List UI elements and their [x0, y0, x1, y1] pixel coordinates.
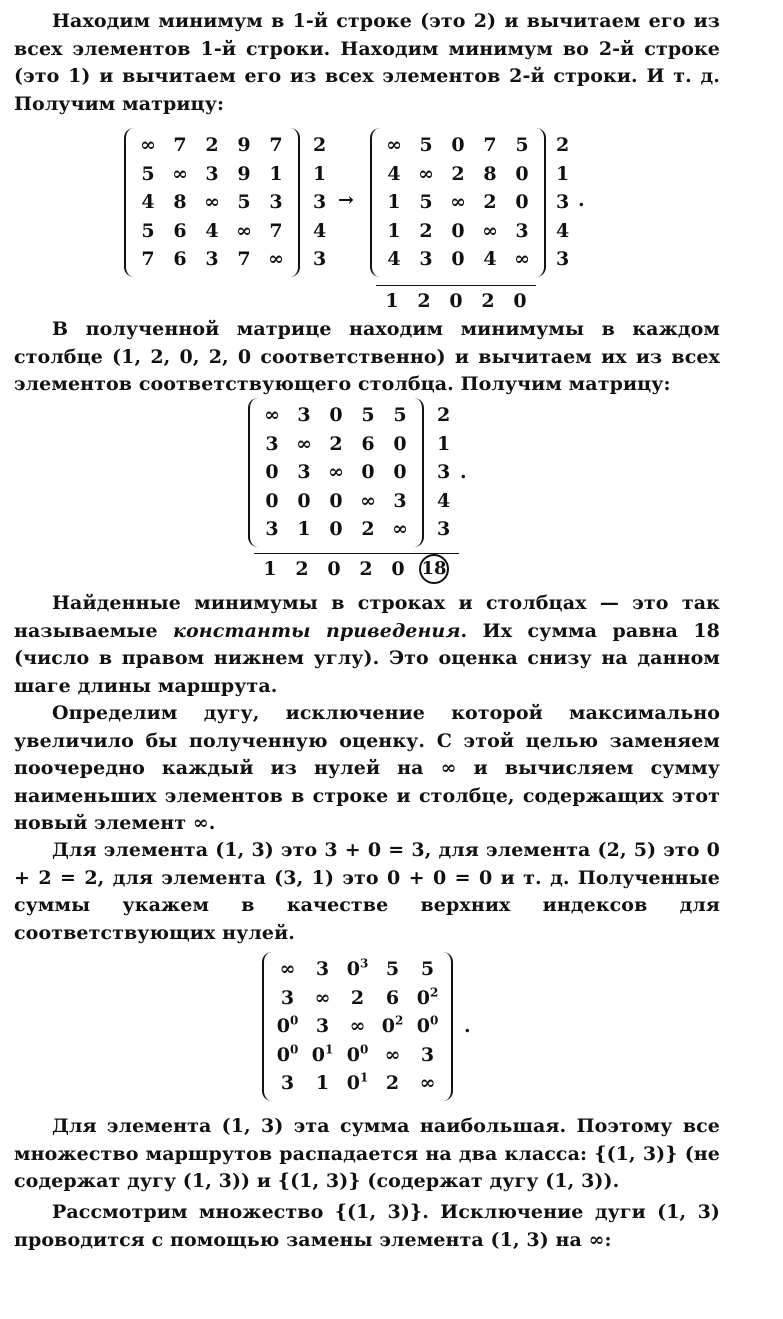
- matrix-cell: ∞: [236, 219, 252, 242]
- matrix-cell: $0^3$: [346, 956, 369, 981]
- matrix-cell: 5: [419, 191, 433, 214]
- matrix-row-reduced: [370, 128, 546, 277]
- matrix-cell: 8: [173, 191, 187, 214]
- col-min-value: 0: [449, 290, 463, 312]
- matrix-original-row-mins: [313, 131, 326, 274]
- matrix-cell: ∞: [360, 489, 376, 512]
- matrix-row: [270, 984, 445, 1013]
- col-min-value: 2: [295, 558, 309, 580]
- matrix-cell: 1: [387, 191, 401, 214]
- penalty-superscript: 2: [429, 985, 439, 1000]
- matrix-cell: ∞: [450, 191, 466, 214]
- matrix-cell: 6: [361, 432, 375, 455]
- matrix-row: [378, 217, 538, 246]
- matrix-cell: 2: [361, 518, 375, 541]
- matrix-cell: 5: [141, 219, 155, 242]
- matrix-cell: 7: [141, 248, 155, 271]
- matrix-cell: 5: [385, 958, 400, 981]
- col-min-value: 1: [263, 558, 277, 580]
- matrix-reduced: [248, 398, 424, 547]
- matrix-row: [256, 487, 416, 516]
- paragraph-route-split: Для элемента (1, 3) эта сумма наибольшая. Поэтому все множество маршрутов распадается на два класса: {(1, 3)} (не содержат дугу (1, 3)) и {(1, 3)} (содержат дугу (1, 3)).: [14, 1115, 720, 1192]
- matrix-row-reduced-period: .: [578, 189, 585, 211]
- row-min-value: 3: [556, 248, 570, 270]
- matrix-cell: 0: [451, 248, 465, 271]
- penalty-superscript: 3: [359, 956, 369, 971]
- matrix-cell: 9: [237, 162, 251, 185]
- row-min-value: 2: [437, 404, 451, 426]
- matrix-cell: 3: [265, 518, 279, 541]
- matrix-cell: 5: [420, 958, 435, 981]
- matrix-row: [378, 160, 538, 189]
- col-min-value: 2: [417, 290, 431, 312]
- matrix-reduced-row-mins: [437, 401, 450, 544]
- matrix-cell: 1: [269, 162, 283, 185]
- penalty-superscript: 2: [394, 1013, 404, 1028]
- matrix-reduced-table: [256, 401, 416, 544]
- matrix-row: [378, 131, 538, 160]
- paragraph-row-reduction: Находим минимум в 1-й строке (это 2) и вычитаем его из всех элементов 1-й строки. Находим минимум во 2-й строке (это 1) и вычитаем его из всех элементов 2-й строки. И т. д. Получим матрицу:: [14, 10, 720, 115]
- matrix-cell: 2: [419, 219, 433, 242]
- matrix-cell: 5: [419, 134, 433, 157]
- matrix-cell: $0^0$: [276, 1013, 299, 1038]
- reduction-total-circled: 18: [419, 554, 449, 584]
- matrix-cell: 3: [280, 986, 295, 1009]
- matrix-cell: ∞: [384, 1043, 401, 1066]
- matrix-cell: 3: [265, 432, 279, 455]
- matrix-row: [256, 401, 416, 430]
- matrix-row: [132, 160, 292, 189]
- penalty-superscript: 0: [359, 1042, 369, 1057]
- matrix-cell: 8: [483, 162, 497, 185]
- matrix-cell: 3: [205, 162, 219, 185]
- paragraph-element-sums: Для элемента (1, 3) это 3 + 0 = 3, для элемента (2, 5) это 0 + 2 = 2, для элемента (3, 1) это 0 + 0 = 0 и т. д. Полученные суммы укажем в качестве верхних индексов для соответствующих нулей.: [14, 839, 720, 944]
- matrix-cell: 3: [280, 1072, 295, 1095]
- matrix-cell: 2: [451, 162, 465, 185]
- row-min-value: 3: [437, 461, 451, 483]
- matrix-row: [270, 1069, 445, 1098]
- matrix-row: [270, 955, 445, 984]
- matrix-cell: 0: [451, 219, 465, 242]
- matrix-cell: 0: [329, 518, 343, 541]
- matrix-cell: ∞: [418, 162, 434, 185]
- matrix-cell: 0: [297, 489, 311, 512]
- matrix-cell: ∞: [296, 432, 312, 455]
- matrix-row-reduced-row-mins: [556, 131, 569, 274]
- row-min-value: 2: [313, 134, 327, 156]
- matrix-original: [124, 128, 300, 277]
- matrix-original-table: [132, 131, 292, 274]
- matrix-cell: 1: [315, 1072, 330, 1095]
- term-reduction-constants: константы приведения: [173, 619, 461, 642]
- matrix-row: [270, 1012, 445, 1041]
- matrix-cell: 1: [387, 219, 401, 242]
- matrix-cell: 0: [451, 134, 465, 157]
- matrix-cell: ∞: [392, 518, 408, 541]
- row-min-value: 4: [313, 219, 327, 242]
- matrix-cell: ∞: [268, 248, 284, 271]
- matrix-cell: 2: [385, 1072, 400, 1095]
- paragraph-column-reduction: В полученной матрице находим минимумы в каждом столбце (1, 2, 0, 2, 0 соответственно) и вычитаем их из всех элементов соответствующего столбца. Получим матрицу:: [14, 318, 720, 395]
- matrix-cell: ∞: [482, 219, 498, 242]
- matrix-cell: $0^0$: [276, 1042, 299, 1066]
- matrix-cell: ∞: [419, 1072, 436, 1095]
- matrix-cell: 7: [269, 219, 283, 242]
- matrix-cell: 3: [515, 219, 529, 242]
- matrix-cell: $0^2$: [381, 1013, 404, 1038]
- col-min-value: 0: [513, 290, 527, 312]
- col-min-value: 2: [359, 558, 373, 580]
- matrix-cell: 7: [483, 134, 497, 157]
- matrix-row: [378, 245, 538, 274]
- row-min-value: 4: [437, 489, 451, 512]
- row-min-value: 2: [556, 134, 570, 156]
- matrix-cell: ∞: [172, 162, 188, 185]
- matrix-cell: 0: [393, 461, 407, 484]
- matrix-cell: 7: [237, 248, 251, 271]
- matrix-cell: ∞: [204, 191, 220, 214]
- matrix-cell: 5: [237, 191, 251, 214]
- penalty-superscript: 1: [324, 1042, 334, 1057]
- matrix-row-reduced-table: [378, 131, 538, 274]
- matrix-cell: $0^0$: [346, 1042, 369, 1066]
- matrix-cell: 6: [385, 986, 400, 1009]
- matrix-cell: ∞: [328, 461, 344, 484]
- transform-arrow: →: [338, 189, 354, 211]
- matrix-cell: 6: [173, 248, 187, 271]
- matrix-cell: 0: [265, 461, 279, 484]
- matrix-cell: 5: [361, 404, 375, 427]
- matrix-cell: 0: [515, 162, 529, 185]
- matrix-row: [256, 430, 416, 459]
- matrix-cell: 0: [329, 489, 343, 512]
- matrix-cell: ∞: [264, 404, 280, 427]
- matrix-cell: 0: [361, 461, 375, 484]
- matrix-cell: 1: [297, 518, 311, 541]
- matrix-cell: 3: [205, 248, 219, 271]
- matrix-cell: ∞: [514, 248, 530, 271]
- row-min-value: 3: [313, 248, 327, 270]
- matrix-cell: 3: [315, 1015, 330, 1038]
- matrix-row: [132, 217, 292, 246]
- matrix-cell: 0: [329, 404, 343, 427]
- matrix-cell: 0: [515, 191, 529, 214]
- paragraph-reduction-constants: Найденные минимумы в строках и столбцах — это так называемые константы приведения. Их сумма равна 18 (число в правом нижнем углу). Это оценка снизу на данном шаге длины маршрута.: [14, 592, 720, 697]
- matrix-cell: 5: [141, 162, 155, 185]
- matrix-cell: 2: [205, 134, 219, 157]
- matrix-cell: 3: [419, 248, 433, 271]
- col-min-value: 0: [327, 558, 341, 580]
- matrix-cell: $0^2$: [416, 985, 439, 1009]
- col-min-value: 2: [481, 290, 495, 312]
- row-min-value: 3: [437, 518, 451, 540]
- row-min-value: 1: [313, 162, 327, 185]
- matrix-cell: $0^1$: [346, 1070, 369, 1095]
- row-min-value: 3: [556, 191, 570, 213]
- matrix-cell: 3: [297, 461, 311, 484]
- matrix-row: [132, 245, 292, 274]
- col-min-value: 0: [391, 558, 405, 580]
- matrix-cell: ∞: [140, 134, 156, 157]
- matrix-zero-penalties-period: .: [464, 1015, 471, 1037]
- matrix-cell: 2: [350, 986, 365, 1009]
- matrix-row: [378, 188, 538, 217]
- matrix-cell: 3: [393, 489, 407, 512]
- matrix-cell: 4: [387, 248, 401, 271]
- matrix-zero-penalties-table: [270, 955, 445, 1098]
- row-min-value: 4: [556, 219, 570, 242]
- paragraph-arc-selection: Определим дугу, исключение которой максимально увеличило бы полученную оценку. С этой целью заменяем поочередно каждый из нулей на ∞ и вычисляем сумму наименьших элементов в строке и столбце, содержащих этот новый элемент ∞.: [14, 702, 720, 834]
- row-min-value: 1: [437, 432, 451, 455]
- reduction-total-cell: [414, 554, 454, 584]
- matrix-cell: 3: [269, 191, 283, 214]
- matrix-cell: 2: [329, 432, 343, 455]
- col-min-value: 1: [385, 290, 399, 312]
- matrix-cell: 2: [483, 191, 497, 214]
- matrix-row: [132, 188, 292, 217]
- matrix-cell: 3: [297, 404, 311, 427]
- matrix-cell: 4: [205, 219, 219, 242]
- matrix-cell: ∞: [349, 1015, 366, 1038]
- matrix-row: [132, 131, 292, 160]
- matrix-cell: $0^1$: [311, 1042, 334, 1066]
- matrix-cell: 3: [315, 958, 330, 981]
- penalty-superscript: 0: [289, 1013, 299, 1028]
- matrix-cell: 4: [141, 191, 155, 214]
- matrix-cell: 6: [173, 219, 187, 242]
- matrix-row: [270, 1041, 445, 1070]
- matrix-cell: ∞: [314, 986, 331, 1009]
- row-min-value: 1: [556, 162, 570, 185]
- matrix-cell: ∞: [386, 134, 402, 157]
- matrix-reduced-period: .: [460, 461, 467, 483]
- matrix-row-reduced-col-mins: [376, 285, 536, 316]
- matrix-cell: ∞: [279, 958, 296, 981]
- matrix-reduced-col-mins: [254, 553, 459, 584]
- matrix-zero-penalties: [262, 952, 453, 1101]
- matrix-row: [256, 515, 416, 544]
- matrix-cell: 5: [393, 404, 407, 427]
- matrix-cell: 4: [483, 248, 497, 271]
- matrix-cell: 9: [237, 134, 251, 157]
- penalty-superscript: 0: [429, 1013, 439, 1028]
- penalty-superscript: 1: [359, 1070, 369, 1085]
- matrix-cell: 0: [393, 432, 407, 455]
- matrix-cell: 4: [387, 162, 401, 185]
- penalty-superscript: 0: [289, 1042, 299, 1057]
- row-min-value: 3: [313, 191, 327, 213]
- matrix-cell: 7: [269, 134, 283, 157]
- matrix-cell: 3: [420, 1043, 435, 1066]
- matrix-cell: $0^0$: [416, 1013, 439, 1038]
- matrix-cell: 7: [173, 134, 187, 157]
- matrix-cell: 0: [265, 489, 279, 512]
- matrix-row: [256, 458, 416, 487]
- matrix-cell: 5: [515, 134, 529, 157]
- paragraph-arc-exclusion: Рассмотрим множество {(1, 3)}. Исключение дуги (1, 3) проводится с помощью замены элемента (1, 3) на ∞:: [14, 1201, 720, 1251]
